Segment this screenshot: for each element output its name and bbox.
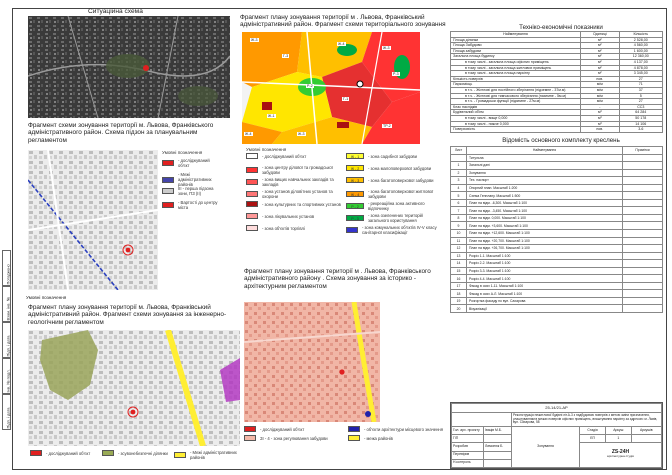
legend-item xyxy=(244,426,344,432)
legend-label: - зона центру ділової та громадської забудови xyxy=(262,165,333,175)
legend-item xyxy=(346,225,442,235)
zoning-map xyxy=(242,32,420,144)
margin-cell: Погоджено xyxy=(2,250,11,286)
legend-label: - рекреаційна зона активного відпочинку xyxy=(368,201,425,211)
table-cell: м² xyxy=(581,65,620,71)
table-cell: Поверховість xyxy=(451,127,581,133)
legend-item xyxy=(162,158,218,168)
table-cell: м/м xyxy=(581,87,620,93)
table-cell xyxy=(623,305,663,313)
legend-swatch-icon: Ж - 2 xyxy=(346,165,364,171)
table-cell: 27 xyxy=(619,99,662,105)
zone-code-label: Ж-3 xyxy=(383,46,390,50)
table-cell: 7 xyxy=(451,207,467,215)
zone-code-label: Р-3 xyxy=(393,72,399,76)
engineering-geology-map xyxy=(28,330,240,446)
table-cell xyxy=(623,230,663,238)
table-cell xyxy=(623,245,663,253)
table-row xyxy=(451,245,663,253)
table-cell: План на відм. +26,700. Масштаб 1:100 xyxy=(467,245,623,253)
legend-label: - об'єкти архітектури місцевого значення xyxy=(364,426,443,432)
table-cell: 27 xyxy=(619,76,662,82)
legend-label: - досліджуваний об'єкт xyxy=(260,426,305,432)
table-cell: Фасад в осях А-Л. Масштаб 1:100 xyxy=(467,290,623,298)
table-cell: План на відм. -3,450. Масштаб 1:100 xyxy=(467,207,623,215)
table-header-cell: Найменування xyxy=(467,147,623,155)
legend-label: ЗІ - 4 - зона регулювання забудови xyxy=(260,435,328,441)
project-code: 25-14/21-АР xyxy=(452,404,662,413)
table-cell: м² xyxy=(581,48,620,54)
margin-cell: Підп. і дата xyxy=(2,394,11,430)
legend-swatch-icon xyxy=(348,435,360,441)
table-row xyxy=(451,154,663,162)
table-header-cell: Лист xyxy=(451,147,467,155)
table-cell: м² xyxy=(581,59,620,65)
table-cell: 14 xyxy=(451,260,467,268)
situational-scheme-title: Ситуаційна схема xyxy=(88,8,143,15)
legend-swatch-icon xyxy=(30,450,42,456)
legend-swatch-icon xyxy=(174,452,186,458)
table-cell: м/м xyxy=(581,82,620,88)
legend-label: - зона культурних та спортивних установ xyxy=(262,201,341,207)
legend-label: - зсувонебезпечні ділянки xyxy=(118,450,168,456)
legend-label: - зона малоповерхової забудови xyxy=(368,165,432,171)
table-cell: Фасад в осях 1-11. Масштаб 1:100 xyxy=(467,282,623,290)
table-cell: м³ xyxy=(581,115,620,121)
sheet-name: Зонування xyxy=(512,427,580,468)
table-cell: 14 106 xyxy=(619,121,662,127)
table-cell: Розріз 3-3. Масштаб 1:100 xyxy=(467,267,623,275)
table-cell: в тому числі - загальна площа паркінгу xyxy=(451,71,581,77)
table-cell: Опорний план. Масштаб 1:200 xyxy=(467,184,623,192)
legend-swatch-icon: Р - 2 xyxy=(346,203,364,209)
table-cell xyxy=(623,260,663,268)
table-cell: м³ xyxy=(581,121,620,127)
table-cell: пов. xyxy=(581,127,620,133)
table-cell: План на відм. +20,700. Масштаб 1:100 xyxy=(467,237,623,245)
legend-item xyxy=(348,426,448,432)
legend-swatch-icon xyxy=(246,153,258,159)
table-cell xyxy=(623,252,663,260)
legend-label: - зона комунальних об'єктів IV-V класу санітарної класифікації xyxy=(362,225,437,235)
legend-swatch-icon xyxy=(102,450,114,456)
table-cell: в т.ч. - Громадськи функції (підземне - 27м.м) xyxy=(451,99,581,105)
legend-item xyxy=(30,450,98,456)
table-row xyxy=(451,260,663,268)
table-cell: Площа Забудови xyxy=(451,43,581,49)
table-cell: 5 xyxy=(619,93,662,99)
historical-architectural-map xyxy=(244,302,380,422)
legend-item xyxy=(102,450,170,456)
planning-legend-title: Умовні позначення xyxy=(162,150,203,155)
legend-item xyxy=(246,225,342,231)
table-cell: - xyxy=(581,104,620,110)
table-cell: 3 345,00 xyxy=(619,71,662,77)
table-cell: 2 xyxy=(451,169,467,177)
legend-item xyxy=(246,213,342,219)
legend-swatch-icon xyxy=(162,160,174,166)
table-cell: 2 528,00 xyxy=(619,37,662,43)
table-cell: 1 xyxy=(451,162,467,170)
stamp-role: Розробив xyxy=(452,443,484,451)
table-cell: 19 xyxy=(451,297,467,305)
table-cell: Розріз 2-2. Масштаб 1:100 xyxy=(467,260,623,268)
table-cell: Розріз 1-1. Масштаб 1:100 xyxy=(467,252,623,260)
table-header-cell: Одиниці xyxy=(581,32,620,38)
table-cell: пов. xyxy=(581,76,620,82)
table-row xyxy=(451,252,663,260)
table-cell: 4 xyxy=(451,184,467,192)
legend-label: - зона багатоповерхової житлової забудови xyxy=(368,189,434,199)
zone-code-label: Ж-1 xyxy=(268,114,275,118)
legend-swatch-icon xyxy=(246,167,258,173)
site-marker-icon xyxy=(143,65,149,71)
table-cell xyxy=(623,282,663,290)
table-cell: м² xyxy=(581,43,620,49)
legend-item xyxy=(246,153,342,159)
table-cell: 4 560,00 xyxy=(619,43,662,49)
table-cell: м² xyxy=(581,37,620,43)
table-cell: Зонування xyxy=(467,169,623,177)
legend-swatch-icon xyxy=(162,188,174,194)
table-cell: м/м xyxy=(581,93,620,99)
legend-swatch-icon xyxy=(246,225,258,231)
zone-code-label: Ж-4 xyxy=(245,132,252,136)
legend-item xyxy=(346,153,442,159)
stamp-person xyxy=(484,435,512,443)
table-cell: Будівельний об'єм xyxy=(451,110,581,116)
table-cell: м³ xyxy=(581,110,620,116)
table-cell xyxy=(623,237,663,245)
situational-satellite-map xyxy=(28,16,230,118)
legend-label: - зона об'єктів торгівлі xyxy=(262,225,305,231)
table-cell: Розріз 4-4. Масштаб 1:100 xyxy=(467,275,623,283)
table-header-cell: Кількість xyxy=(619,32,662,38)
table-cell: План на відм. +12,600. Масштаб 1:100 xyxy=(467,230,623,238)
legend-label: - зона багатоповерхової забудови xyxy=(368,177,434,183)
table-cell: Площа забудови xyxy=(451,48,581,54)
table-cell: План на відм. -6,300. Масштаб 1:100 xyxy=(467,199,623,207)
legend-item xyxy=(346,201,442,211)
stamp-role: Гол. арх. проєкту xyxy=(452,427,484,435)
table-cell: в т.ч. - Житлові для тимчасового зберігання (наземне - 5м.м) xyxy=(451,93,581,99)
legend-item xyxy=(346,189,442,199)
table-cell: План на відм. +3,600. Масштаб 1:100 xyxy=(467,222,623,230)
table-row xyxy=(451,237,663,245)
table-cell xyxy=(623,290,663,298)
table-header-cell: Найменування xyxy=(451,32,581,38)
site-marker-icon xyxy=(131,410,136,415)
table-cell: м² xyxy=(581,71,620,77)
table-row xyxy=(451,230,663,238)
legend-item xyxy=(246,201,342,207)
legend-label: - Межі адміністративних районів xyxy=(178,172,212,187)
table-cell: 64 284 xyxy=(619,110,662,116)
legend-item xyxy=(174,450,242,460)
table-cell: 3-6 xyxy=(619,127,662,133)
planning-regulation-map xyxy=(28,150,158,290)
legend-item xyxy=(348,435,448,441)
table-cell xyxy=(623,207,663,215)
table-cell xyxy=(623,154,663,162)
table-row xyxy=(451,162,663,170)
legend-swatch-icon: Ж - 1 xyxy=(346,153,364,159)
stamp-role: Н.контроль xyxy=(452,459,484,467)
legend-item xyxy=(346,177,442,183)
table-cell: 16 xyxy=(451,275,467,283)
table-cell: 4 137,00 xyxy=(619,59,662,65)
planning-regulation-caption: Фрагмент схеми зонування території м. Львова, Франківського адміністративного район. Схема підзон за планувальним регламентом xyxy=(28,122,214,144)
site-marker-icon xyxy=(126,248,131,253)
legend-label: - Межі адміністративних районів xyxy=(190,450,237,460)
legend-swatch-icon xyxy=(246,191,258,197)
legend-swatch-icon xyxy=(162,177,174,183)
table-cell: Тех. паспорт xyxy=(467,177,623,185)
project-description: Реконструкція нежитлової будівлі літ.А-3 з надбудовою поверхів з метою зміни призначення, улаштуванням в межах поверхів офісних приміщень, влаштування паркінгу за адресою: м. Львів, вул. Сахарова, 58 xyxy=(512,413,662,427)
table-cell: в т.ч. - Житлові для постійного зберігання (підземне - 37м.м) xyxy=(451,87,581,93)
legend-item xyxy=(162,200,218,210)
organization-block xyxy=(580,443,662,468)
tech-table-title: Техніко-економічні показники xyxy=(519,24,603,31)
legend-label: - Вартості до центру міста xyxy=(178,200,218,210)
table-cell: Загальна площа будинку xyxy=(451,54,581,60)
zone-code-label: Ж-3 xyxy=(298,132,305,136)
table-cell xyxy=(451,154,467,162)
table-cell: 50 178 xyxy=(619,115,662,121)
zone-code-label: Ж-3 xyxy=(251,38,258,42)
table-row xyxy=(451,222,663,230)
table-cell xyxy=(623,222,663,230)
organization-subtitle: архітектурна студія xyxy=(607,454,634,459)
legend-label: - межа районів xyxy=(364,435,393,441)
legend-label: - зона садибної забудови xyxy=(368,153,417,159)
table-cell xyxy=(623,177,663,185)
table-cell: м/м xyxy=(581,99,620,105)
table-header-cell: Примітки xyxy=(623,147,663,155)
margin-cell: Інв. № подл. xyxy=(2,358,11,394)
legend-swatch-icon xyxy=(348,426,360,432)
table-cell xyxy=(623,169,663,177)
stage-label: Стадія xyxy=(580,427,606,435)
table-cell: 71 xyxy=(619,82,662,88)
table-row xyxy=(451,207,663,215)
table-row xyxy=(451,267,663,275)
table-cell: 13 xyxy=(451,252,467,260)
table-cell: Клас наслідків xyxy=(451,104,581,110)
legend-label: - зона вищих навчальних закладів та закладів xyxy=(262,177,334,187)
sheet-value: 1 xyxy=(606,435,631,443)
zone-code-label: Ж-4 xyxy=(338,42,345,46)
table-cell: в тому числі - загальна площа житлових приміщень xyxy=(451,65,581,71)
zoning-scheme-caption: Фрагмент плану зонування території м . Львова, Франківський адміністративний район. Фрагмент схеми територіального зонування xyxy=(240,14,446,29)
table-cell xyxy=(623,192,663,200)
table-cell: м² xyxy=(581,54,620,60)
table-cell xyxy=(623,214,663,222)
table-row xyxy=(451,297,663,305)
legend-swatch-icon xyxy=(244,435,256,441)
legend-item xyxy=(244,435,344,441)
legend-swatch-icon: Ж - 3 xyxy=(346,177,364,183)
table-row xyxy=(451,192,663,200)
table-cell: в тому числі - загальна площа офісних приміщень xyxy=(451,59,581,65)
legend-label: - досліджуваний об'єкт xyxy=(178,158,210,168)
table-cell: 20 xyxy=(451,305,467,313)
table-cell: Візуалізації xyxy=(467,305,623,313)
legend-item xyxy=(246,177,342,187)
table-cell: 5 xyxy=(451,192,467,200)
legend-swatch-icon xyxy=(246,201,258,207)
docs-table-title: Відомість основного комплекту креслень xyxy=(502,137,620,144)
table-cell: 6 xyxy=(451,199,467,207)
table-cell xyxy=(623,162,663,170)
legend-item xyxy=(162,186,218,196)
stamp-person xyxy=(484,451,512,459)
drawings-list-table xyxy=(450,146,663,313)
legend-label: - досліджуваний об'єкт xyxy=(46,450,91,456)
table-row xyxy=(451,282,663,290)
sheets-label: Аркушів xyxy=(631,427,661,435)
legend-label: - зона озеленених територій загального користування xyxy=(368,213,423,223)
legend-swatch-icon xyxy=(162,202,174,208)
table-cell: Розгортка фасаду по вул. Сахарова xyxy=(467,297,623,305)
table-cell: Паркомісць xyxy=(451,82,581,88)
table-header-row xyxy=(451,147,663,155)
legend-swatch-icon: Ж - 4 xyxy=(346,191,364,197)
table-cell: Титульна xyxy=(467,154,623,162)
table-row xyxy=(451,169,663,177)
historical-architectural-caption: Фрагмент плану зонування території м . Львова, Франківського адміністративного району . Схема зонування за історико - архітектурним регламентом xyxy=(244,268,431,290)
table-cell: Кількість поверхів xyxy=(451,76,581,82)
legend-item xyxy=(346,213,442,223)
legend-item xyxy=(246,165,342,175)
table-row xyxy=(451,305,663,313)
engineering-geology-caption: Фрагмент плану зонування території м. Львова, Франківський адміністративний район. Фрагмент схеми зонування за інженерно-геологічним регламентом xyxy=(28,304,227,326)
table-row xyxy=(451,184,663,192)
legend-swatch-icon xyxy=(244,426,256,432)
table-cell xyxy=(623,297,663,305)
stamp-person: Лимонюк Б. xyxy=(484,443,512,451)
table-cell xyxy=(623,267,663,275)
stamp-person xyxy=(484,459,512,467)
table-cell: 12 360,00 xyxy=(619,54,662,60)
table-cell xyxy=(623,199,663,207)
table-cell: CC3 xyxy=(619,104,662,110)
table-row xyxy=(451,177,663,185)
table-cell: 18 xyxy=(451,290,467,298)
table-cell: 15 xyxy=(451,267,467,275)
sheet-label: Аркуш xyxy=(606,427,631,435)
legend-label: ІІІ - перша підзона зони, ПЗ (ІІ) xyxy=(178,186,214,196)
legend-label: - досліджуваний об'єкт xyxy=(262,153,307,159)
table-cell: 9 xyxy=(451,222,467,230)
stamp-person: Іваців М.Б. xyxy=(484,427,512,435)
table-row xyxy=(451,199,663,207)
zone-code-label: ТР-2 xyxy=(383,124,391,128)
table-cell: 37 xyxy=(619,87,662,93)
geology-legend-title-top: Умовні позначення xyxy=(26,295,67,300)
table-cell: 10 xyxy=(451,230,467,238)
table-cell: Загальні дані xyxy=(467,162,623,170)
legend-swatch-icon xyxy=(346,227,358,233)
table-cell: 1 600,00 xyxy=(619,48,662,54)
table-row xyxy=(451,214,663,222)
table-cell: 11 xyxy=(451,237,467,245)
table-cell: 8 xyxy=(451,214,467,222)
title-block-stamp xyxy=(450,402,663,469)
sheet-margin-strip xyxy=(2,250,11,470)
organization-logo: ZS-24H xyxy=(611,449,630,456)
legend-swatch-icon: Р - 3 xyxy=(346,215,364,221)
legend-item xyxy=(346,165,442,171)
zone-code-label: Р-2 xyxy=(307,84,313,88)
table-row xyxy=(451,290,663,298)
stamp-role: Перевірив xyxy=(452,451,484,459)
table-cell: Схема Генплану. Масштаб 1:500 xyxy=(467,192,623,200)
stage-value: ЕП xyxy=(580,435,606,443)
stamp-role: ГІП xyxy=(452,435,484,443)
legend-label: - зона установ діловітних установ та охорони xyxy=(262,189,333,199)
table-cell: 4 878,00 xyxy=(619,65,662,71)
tech-indicators-table xyxy=(450,31,663,133)
legend-item xyxy=(162,172,218,187)
table-cell: План на відм. 0,000. Масштаб 1:100 xyxy=(467,214,623,222)
zone-code-label: Г-1 xyxy=(343,97,349,101)
table-cell: 12 xyxy=(451,245,467,253)
table-cell: в тому числі - вище 0,000 xyxy=(451,115,581,121)
table-row xyxy=(451,127,663,133)
margin-cell: Підп. і дата xyxy=(2,322,11,358)
zoning-legend-title: Умовні позначення xyxy=(246,147,287,152)
legend-swatch-icon xyxy=(246,179,258,185)
table-cell: 3 xyxy=(451,177,467,185)
legend-label: - зона лікувальних установ xyxy=(262,213,315,219)
table-cell: в тому числі - нижче 0,000 xyxy=(451,121,581,127)
table-row xyxy=(451,275,663,283)
table-cell xyxy=(623,184,663,192)
table-cell: 17 xyxy=(451,282,467,290)
legend-swatch-icon xyxy=(246,213,258,219)
zone-code-label: Г-3 xyxy=(283,54,289,58)
table-cell: Площа ділянки xyxy=(451,37,581,43)
table-cell xyxy=(623,275,663,283)
margin-cell: Взам. інв. № xyxy=(2,286,11,322)
site-marker-icon xyxy=(339,369,344,374)
legend-item xyxy=(246,189,342,199)
